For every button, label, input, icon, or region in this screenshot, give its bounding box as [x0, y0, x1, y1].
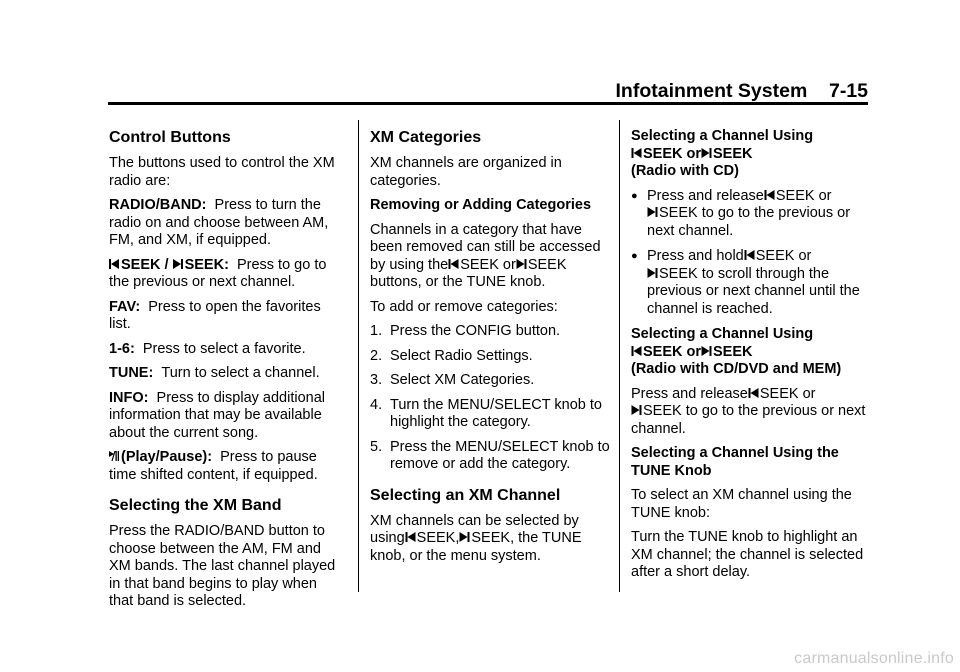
fav-text: Press to open the favorites list.	[109, 298, 321, 332]
step-number: 5.	[370, 438, 383, 455]
subheading-line: Selecting a Channel Using	[631, 326, 814, 342]
info-paragraph	[109, 390, 341, 443]
remove-text-a: Channels in a category that have been removed can still be accessed by using the	[370, 221, 601, 273]
seek-forward-icon	[173, 258, 183, 270]
remove-paragraph	[370, 222, 615, 292]
preset-label: 1-6:	[109, 340, 135, 357]
seek-back-icon	[405, 531, 416, 543]
list-item	[370, 439, 615, 474]
info-text: Press to display additional information that may be available about the current song.	[109, 389, 325, 441]
list-item	[631, 188, 871, 241]
band-text: Press the RADIO/BAND button to choose between the AM, FM and XM bands. The last channel played in that band begins to play when that band is selected.	[109, 523, 336, 609]
bullet-text-b: SEEK or	[775, 187, 832, 204]
channel-paragraph	[370, 513, 615, 566]
seek-back-icon	[631, 147, 642, 159]
subheading-line: (Radio with CD)	[631, 163, 739, 179]
list-item	[370, 348, 615, 366]
step-number: 3.	[370, 372, 383, 388]
preset-paragraph	[109, 341, 341, 359]
radio-band-paragraph	[109, 197, 341, 250]
channel-text-a: XM channels can be selected by using	[370, 512, 579, 546]
channel-text-b: SEEK,	[416, 530, 460, 546]
subheading-text: SEEK or	[643, 145, 702, 162]
step-text: Press the CONFIG button.	[390, 323, 561, 339]
categories-text: XM channels are organized in categories.	[370, 155, 562, 189]
fav-label: FAV:	[109, 298, 141, 315]
seek-back-icon	[631, 345, 642, 357]
subheading-line: (Radio with CD/DVD and MEM)	[631, 361, 842, 377]
column-1	[109, 128, 341, 618]
bullet-text-c: SEEK to go to the previous or next channel.	[647, 205, 851, 239]
seek-forward-icon	[647, 267, 658, 279]
mem-paragraph	[631, 386, 871, 439]
list-item	[631, 248, 871, 318]
subheading-line	[631, 146, 871, 164]
seek-forward-icon	[647, 206, 658, 218]
watermark: carmanualsonline.info	[794, 650, 954, 667]
seek-forward-icon	[701, 147, 712, 159]
section-title: Infotainment System	[615, 80, 808, 102]
seek-label-a: SEEK /	[121, 256, 169, 273]
remove-text-c: SEEK buttons, or the TUNE knob.	[370, 256, 567, 290]
seek-text: Press to go to the previous or next channel.	[109, 256, 327, 290]
play-label: (Play/Pause):	[121, 449, 213, 465]
column-divider	[358, 120, 359, 592]
heading-xm-channel: Selecting an XM Channel	[370, 486, 561, 504]
list-item	[370, 372, 615, 390]
seek-paragraph	[109, 257, 341, 292]
subheading-seek-mem	[631, 326, 871, 379]
list-item	[370, 397, 615, 432]
page-header	[108, 78, 868, 105]
bullet-text	[647, 188, 871, 241]
play-text: Press to pause time shifted content, if equipped.	[109, 449, 318, 483]
mem-text-b: SEEK or	[759, 385, 816, 402]
control-intro: The buttons used to control the XM radio are:	[109, 155, 335, 189]
step-number: 1.	[370, 323, 383, 339]
subheading-text: SEEK	[713, 145, 753, 162]
seek-back-icon	[109, 258, 119, 270]
header-title	[616, 80, 869, 103]
bullet-text-b: SEEK or	[755, 248, 812, 264]
tune-intro: To select an XM channel using the TUNE knob:	[631, 487, 852, 521]
channel-text-c: SEEK, the TUNE knob, or the menu system.	[370, 530, 582, 564]
seek-forward-icon	[631, 404, 642, 416]
radio-band-label: RADIO/BAND:	[109, 197, 207, 213]
subheading-remove-add: Removing or Adding Categories	[370, 197, 592, 213]
info-label: INFO:	[109, 389, 149, 406]
fav-paragraph	[109, 299, 341, 334]
mem-text-a: Press and release	[631, 385, 748, 402]
column-2	[370, 128, 615, 572]
play-pause-icon	[109, 450, 119, 462]
step-text: Turn the MENU/SELECT knob to highlight the category.	[390, 396, 602, 430]
mem-text-c: SEEK to go to the previous or next channel.	[631, 403, 866, 437]
bullet: ●	[631, 189, 638, 202]
subheading-line: Selecting a Channel Using	[631, 128, 814, 144]
subheading-seek-cd	[631, 128, 871, 181]
bullet-text	[647, 248, 871, 318]
tune-label: TUNE:	[109, 365, 154, 381]
play-paragraph	[109, 449, 341, 484]
radio-band-text: Press to turn the radio on and choose between AM, FM, and XM, if equipped.	[109, 197, 329, 248]
subheading-text: SEEK	[713, 343, 753, 360]
subheading-line	[631, 344, 871, 362]
seek-forward-icon	[701, 345, 712, 357]
subheading-text: SEEK or	[643, 343, 702, 360]
seek-label-b: SEEK:	[184, 256, 229, 273]
seek-back-icon	[748, 387, 759, 399]
column-3	[631, 128, 871, 589]
seek-back-icon	[744, 249, 755, 261]
page-number: 7-15	[828, 80, 868, 102]
seek-back-icon	[448, 258, 459, 270]
column-divider	[619, 120, 620, 592]
subheading-tune-knob: Selecting a Channel Using the TUNE Knob	[631, 445, 839, 479]
bullet-text-a: Press and release	[647, 187, 764, 204]
step-text: Select XM Categories.	[390, 372, 535, 388]
list-item	[370, 323, 615, 341]
bullet-text-c: SEEK to scroll through the previous or next channel until the channel is reached.	[647, 265, 860, 317]
step-number: 4.	[370, 396, 383, 413]
remove-text-b: SEEK or	[460, 256, 516, 273]
step-number: 2.	[370, 347, 383, 364]
tune-paragraph	[109, 365, 341, 383]
step-text: Select Radio Settings.	[390, 347, 533, 364]
seek-back-icon	[764, 189, 775, 201]
preset-text: Press to select a favorite.	[142, 340, 306, 357]
seek-forward-icon	[459, 531, 470, 543]
tune-text: Turn the TUNE knob to highlight an XM channel; the channel is selected after a short delay.	[631, 529, 864, 580]
tune-text: Turn to select a channel.	[161, 365, 320, 381]
add-intro: To add or remove categories:	[370, 298, 558, 315]
seek-forward-icon	[516, 258, 527, 270]
heading-control-buttons: Control Buttons	[109, 129, 231, 146]
heading-xm-categories: XM Categories	[370, 129, 482, 146]
bullet-text-a: Press and hold	[647, 248, 744, 264]
heading-xm-band: Selecting the XM Band	[109, 497, 282, 514]
step-text: Press the MENU/SELECT knob to remove or add the category.	[390, 438, 610, 472]
bullet: ●	[631, 250, 638, 262]
